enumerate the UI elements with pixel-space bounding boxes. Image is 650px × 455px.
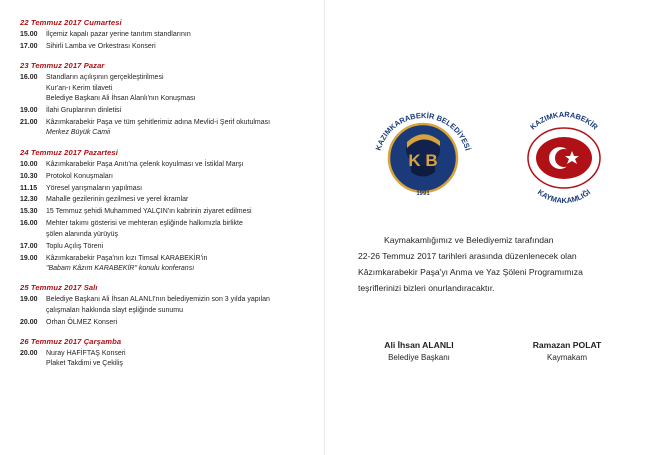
invitation-text	[358, 232, 626, 296]
day-block	[20, 337, 310, 370]
kaymakamlik-logo-graphic	[508, 100, 620, 212]
event-description-sub: şölen alanında yürüyüş	[46, 230, 118, 238]
event-description: Protokol Konuşmaları	[46, 172, 113, 180]
invitation-line-4: teşriflerinizi bizleri onurlandıracaktır.	[358, 283, 495, 293]
event-time: 20.00	[20, 318, 38, 326]
event-description-subject: "Babam Kâzım KARABEKİR" konulu konferansı	[46, 264, 195, 272]
page-fold-line	[324, 0, 325, 455]
event-time: 15.30	[20, 208, 38, 216]
event-time: 21.00	[20, 118, 38, 126]
event-time: 11.15	[20, 184, 38, 192]
signature-name: Ali İhsan ALANLI	[384, 340, 454, 350]
event-row	[20, 207, 310, 217]
event-description	[46, 349, 310, 370]
signatures-row	[354, 340, 632, 362]
event-row	[20, 349, 310, 370]
day-block	[20, 283, 310, 328]
invitation-line-1: Kaymakamlığımız ve Belediyemiz tarafından	[384, 235, 554, 245]
event-description	[46, 295, 310, 316]
day-title: 25 Temmuz 2017 Salı	[20, 283, 98, 293]
event-description: Sihirli Lamba ve Orkestrası Konseri	[46, 42, 156, 50]
event-time: 15.00	[20, 31, 38, 38]
event-row	[20, 184, 310, 194]
signature-title: Kaymakam	[546, 353, 587, 362]
belediye-logo-arc-text: KAZIMKARABEKİR BELEDİYESİ	[373, 110, 472, 152]
event-time: 19.00	[20, 296, 38, 304]
programme-panel	[20, 18, 310, 379]
event-row	[20, 254, 310, 275]
event-description-main: Standların açılışının gerçekleştirilmesi	[46, 74, 164, 82]
belediye-logo-year: 1991	[415, 191, 430, 197]
event-row	[20, 172, 310, 182]
event-description	[46, 219, 310, 240]
event-time: 16.00	[20, 220, 38, 228]
event-time: 12.30	[20, 196, 38, 204]
event-description-main: Mehter takımı gösterisi ve mehteran eşliğinde halkımızla birlikte	[46, 220, 243, 228]
event-row	[20, 118, 310, 139]
event-row	[20, 295, 310, 316]
day-title: 26 Temmuz 2017 Çarşamba	[20, 337, 122, 347]
signature-kaymakam	[502, 340, 632, 362]
event-row	[20, 30, 310, 40]
belediye-logo-graphic	[367, 100, 479, 212]
kaymakamlik-logo-arc-top: KAZIMKARABEKİR	[527, 109, 600, 132]
logos-row	[352, 100, 634, 212]
event-description-main: Kâzımkarabekir Paşa'nın kızı Timsal KARABEKİR'in	[46, 254, 208, 262]
event-description: Yöresel yarışmaların yapılması	[46, 184, 143, 192]
event-description	[46, 73, 310, 104]
event-description: 15 Temmuz şehidi Muhammed YALÇIN'ın kabrinin ziyaret edilmesi	[46, 208, 252, 216]
event-description-sub: Belediye Başkanı Ali İhsan Alanlı'nın Konuşması	[46, 95, 196, 103]
event-time: 19.00	[20, 107, 38, 115]
signature-title: Belediye Başkanı	[388, 353, 450, 362]
invitation-line-2: 22-26 Temmuz 2017 tarihleri arasında düzenlenecek olan	[358, 251, 577, 261]
event-row	[20, 219, 310, 240]
event-description-main: Nuray HAFİFTAŞ Konseri	[46, 350, 126, 358]
kaymakamlik-logo	[508, 100, 620, 212]
event-description	[46, 254, 310, 275]
event-description-venue: Merkez Büyük Camii	[46, 129, 111, 137]
day-title: 24 Temmuz 2017 Pazartesi	[20, 147, 118, 157]
event-description-main: Kâzımkarabekir Paşa ve tüm şehitlerimiz adına Mevlid-i Şerif okutulması	[46, 118, 271, 126]
event-description: İlahi Gruplarının dinletisi	[46, 107, 122, 115]
event-time: 10.30	[20, 172, 38, 180]
event-description: Kâzımkarabekir Paşa Anıtı'na çelenk koyulması ve İstiklal Marşı	[46, 160, 244, 168]
invitation-line-3: Kâzımkarabekir Paşa'yı Anma ve Yaz Şöleni Programımıza	[358, 267, 583, 277]
event-row	[20, 160, 310, 170]
event-description	[46, 118, 310, 139]
belediye-logo	[367, 100, 479, 212]
event-time: 10.00	[20, 160, 38, 168]
day-title: 23 Temmuz 2017 Pazar	[20, 61, 105, 71]
event-row	[20, 318, 310, 328]
event-time: 20.00	[20, 350, 38, 358]
day-block	[20, 61, 310, 138]
signature-name: Ramazan POLAT	[532, 340, 602, 350]
invitation-panel	[330, 0, 650, 455]
signature-belediye-baskani	[354, 340, 484, 362]
event-row	[20, 195, 310, 205]
event-row	[20, 106, 310, 116]
event-row	[20, 73, 310, 104]
event-description: İlçemiz kapalı pazar yerine tanıtım standlarının	[46, 31, 191, 38]
event-description-sub: Kur'an-ı Kerim tilaveti	[46, 84, 113, 92]
kaymakamlik-logo-arc-bottom: KAYMAKAMLIĞI	[535, 187, 592, 206]
belediye-logo-initials: K B	[407, 151, 438, 170]
event-description: Mahalle gezilerinin gezilmesi ve yerel ikramlar	[46, 196, 189, 204]
event-time: 19.00	[20, 254, 38, 262]
event-description-sub: Plaket Takdimi ve Çekiliş	[46, 360, 123, 368]
event-description-main: Belediye Başkanı Ali İhsan ALANLI'nın belediyemizin son 3 yılda yapılan	[46, 296, 270, 304]
event-time: 17.00	[20, 42, 38, 50]
day-title: 22 Temmuz 2017 Cumartesi	[20, 18, 122, 27]
event-row	[20, 42, 310, 52]
day-block	[20, 148, 310, 275]
event-description: Orhan ÖLMEZ Konseri	[46, 318, 118, 326]
event-time: 16.00	[20, 74, 38, 82]
event-description: Toplu Açılış Töreni	[46, 242, 104, 250]
event-time: 17.00	[20, 242, 38, 250]
event-description-sub: çalışmaları hakkında slayt eşliğinde sunumu	[46, 306, 183, 314]
day-block	[20, 18, 310, 52]
event-row	[20, 242, 310, 252]
